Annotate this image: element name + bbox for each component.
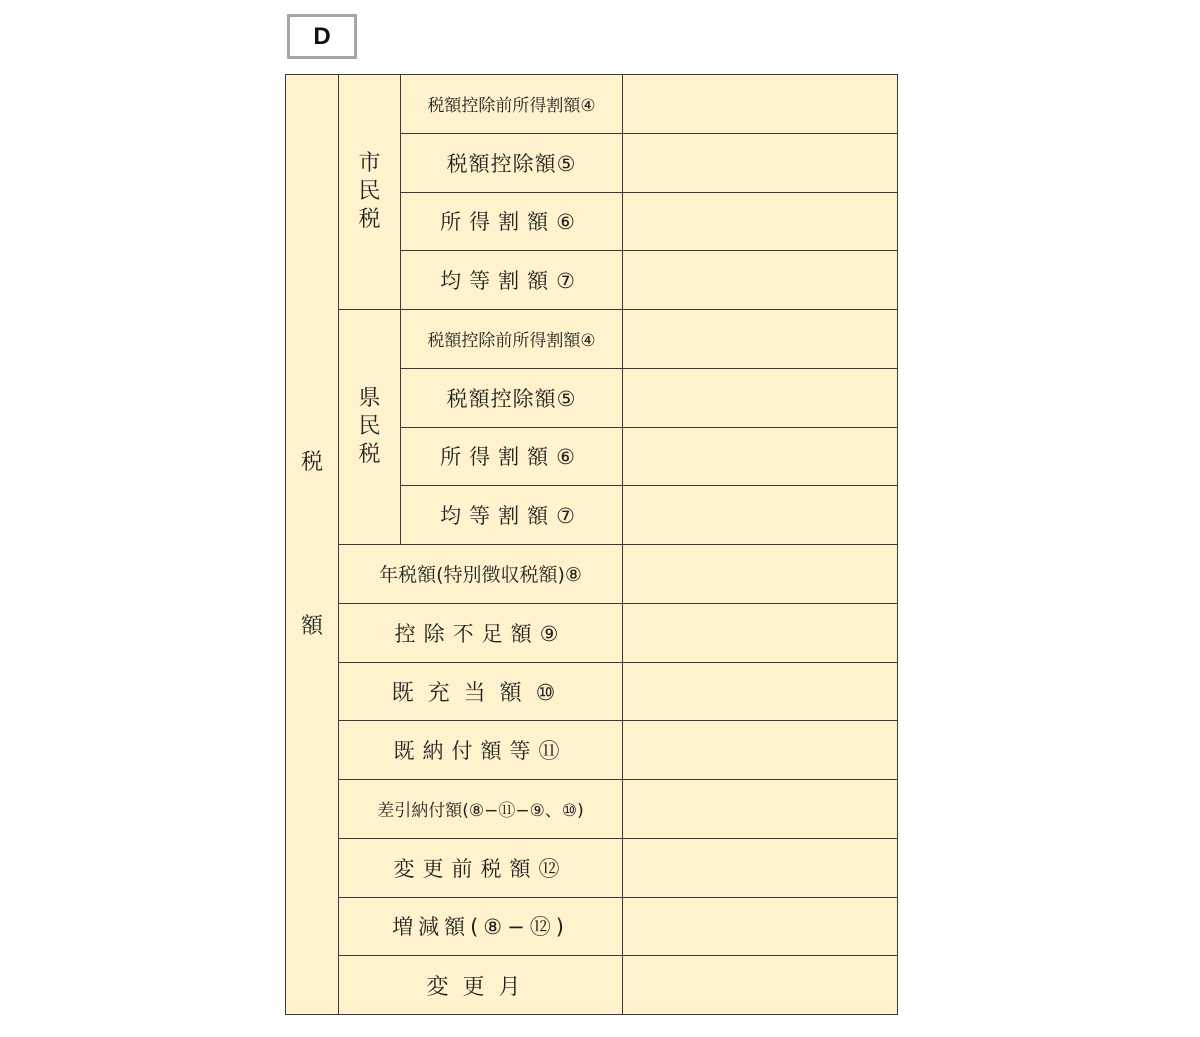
row-label-cell: [339, 545, 623, 604]
value-cell[interactable]: [623, 486, 898, 545]
value-cell[interactable]: [623, 427, 898, 486]
group-label-char: 県: [358, 386, 381, 411]
group-label-char: 市: [358, 151, 381, 176]
section-label: D: [313, 22, 331, 50]
row-label: 所得割額⑥: [440, 445, 583, 470]
table-row: [286, 75, 898, 134]
row-label: 税額控除額⑤: [446, 386, 577, 411]
row-label: 控除不足額⑨: [394, 621, 567, 646]
table-row: [286, 956, 898, 1015]
row-label: 変更月: [426, 974, 535, 1000]
value-cell[interactable]: [623, 310, 898, 369]
row-label: 税額控除前所得割額④: [427, 331, 596, 352]
row-label: 所得割額⑥: [440, 210, 583, 235]
row-label-cell: [339, 956, 623, 1015]
table-row: [286, 545, 898, 604]
row-label-cell: [339, 780, 623, 839]
row-label: 年税額(特別徴収税額)⑧: [379, 564, 582, 587]
row-label-cell: [401, 75, 623, 134]
table-row: [286, 897, 898, 956]
row-label: 既納付額等⑪: [393, 739, 568, 764]
row-label: 税額控除前所得割額④: [427, 96, 596, 117]
row-label: 既充当額⑩: [391, 680, 570, 706]
row-label-cell: [339, 838, 623, 897]
section-label-box: [287, 14, 357, 59]
value-cell[interactable]: [623, 603, 898, 662]
row-label-cell: [401, 427, 623, 486]
group-label-char: 税: [358, 207, 381, 232]
table-row: [286, 721, 898, 780]
value-cell[interactable]: [623, 956, 898, 1015]
row-label-cell: [401, 368, 623, 427]
value-cell[interactable]: [623, 838, 898, 897]
row-label: 差引納付額(⑧−⑪−⑨、⑩): [377, 801, 584, 822]
value-cell[interactable]: [623, 780, 898, 839]
group-label-char: 税: [358, 442, 381, 467]
value-cell[interactable]: [623, 662, 898, 721]
row-label: 変更前税額⑫: [393, 856, 568, 881]
outer-label-char: 額: [300, 613, 323, 639]
value-cell[interactable]: [623, 897, 898, 956]
row-label-cell: [339, 662, 623, 721]
table-row: [286, 603, 898, 662]
table-row: [286, 780, 898, 839]
value-cell[interactable]: [623, 251, 898, 310]
table-row: [286, 310, 898, 369]
value-cell[interactable]: [623, 545, 898, 604]
group-label-char: 民: [358, 179, 381, 204]
value-cell[interactable]: [623, 133, 898, 192]
table-row: [286, 838, 898, 897]
group-label-prefectural-tax: [339, 310, 401, 545]
value-cell[interactable]: [623, 192, 898, 251]
group-label-city-tax: [339, 75, 401, 310]
row-label-cell: [401, 251, 623, 310]
row-label: 増減額(⑧−⑫): [392, 915, 569, 940]
row-label-cell: [339, 721, 623, 780]
value-cell[interactable]: [623, 721, 898, 780]
row-label: 税額控除額⑤: [446, 151, 577, 176]
value-cell[interactable]: [623, 368, 898, 427]
row-label-cell: [339, 897, 623, 956]
row-label-cell: [401, 192, 623, 251]
row-label: 均等割額⑦: [440, 269, 583, 294]
row-label-cell: [401, 133, 623, 192]
tax-amount-table: [285, 74, 898, 1015]
group-label-char: 民: [358, 414, 381, 439]
row-label-cell: [401, 310, 623, 369]
outer-label-cell: [286, 75, 339, 1015]
row-label-cell: [339, 603, 623, 662]
row-label: 均等割額⑦: [440, 504, 583, 529]
table-row: [286, 662, 898, 721]
value-cell[interactable]: [623, 75, 898, 134]
outer-label-char: 税: [300, 449, 323, 475]
row-label-cell: [401, 486, 623, 545]
